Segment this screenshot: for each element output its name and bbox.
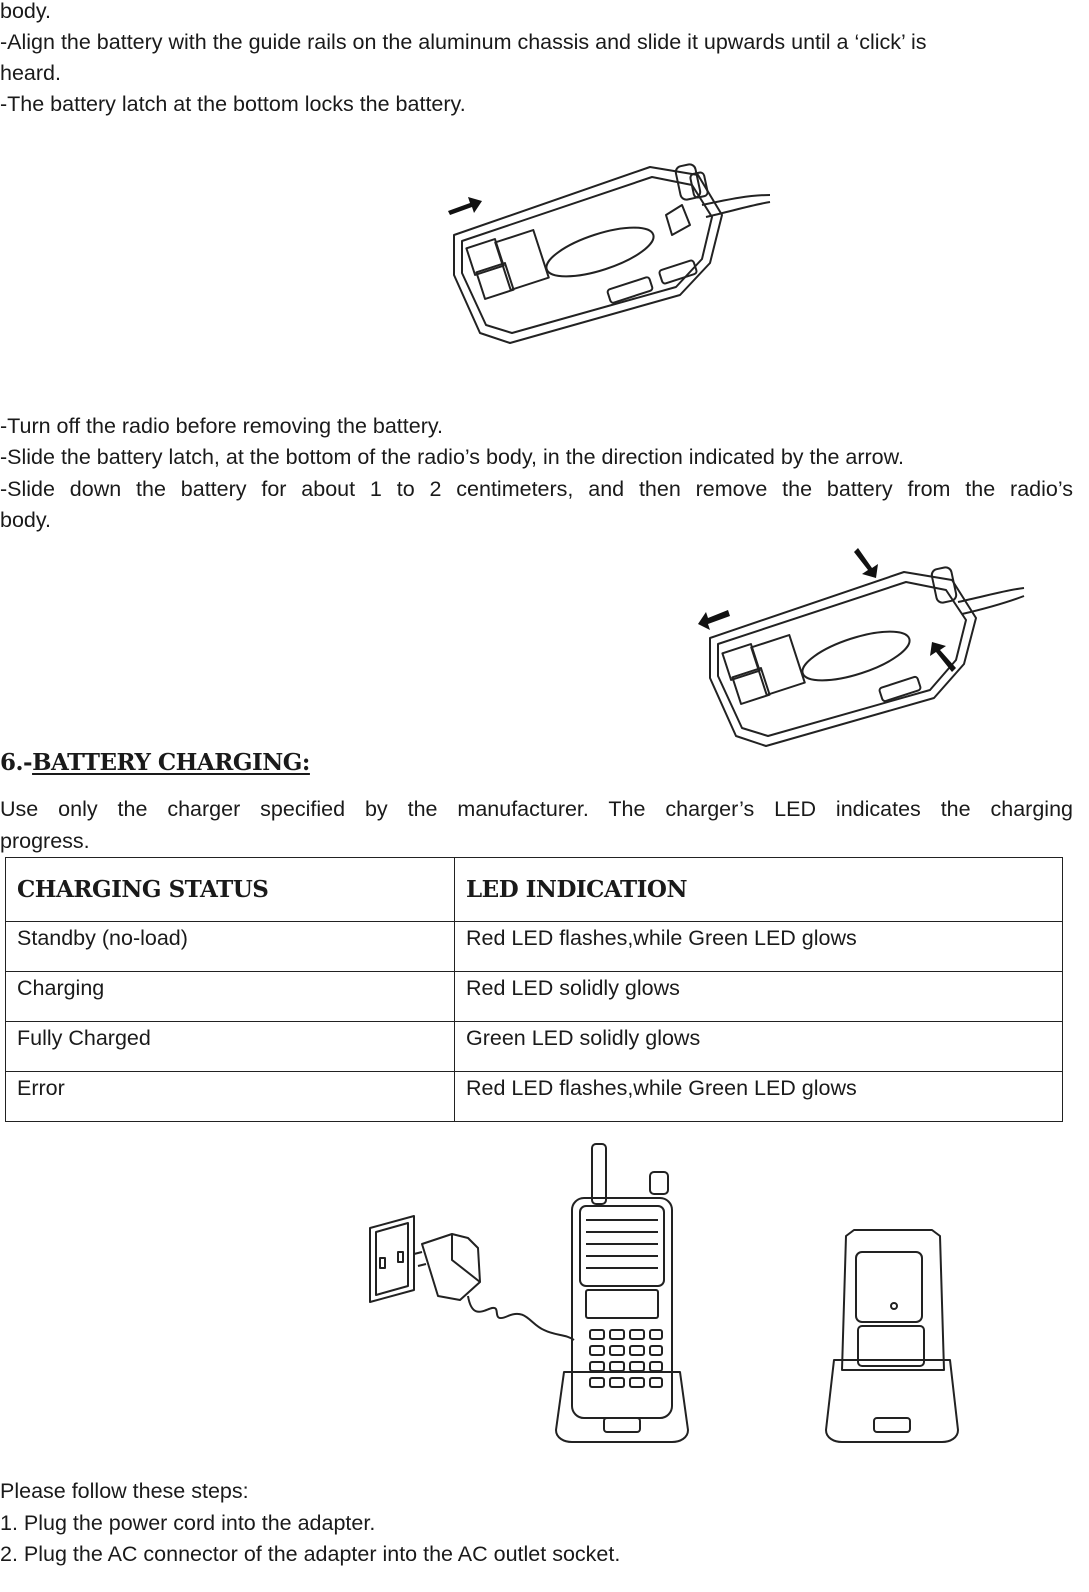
table-cell: Error — [6, 1072, 455, 1122]
install-line-0: body. — [0, 0, 51, 23]
table-header-row — [6, 858, 1063, 922]
section-intro-line-2: progress. — [0, 829, 90, 853]
removal-line-1: -Turn off the radio before removing the battery. — [0, 414, 443, 438]
table-row — [6, 1022, 1063, 1072]
table-cell: Red LED flashes,while Green LED glows — [455, 1072, 1063, 1122]
charging-status-table — [5, 857, 1063, 1122]
table-cell: Standby (no-load) — [6, 922, 455, 972]
table-cell: Red LED flashes,while Green LED glows — [455, 922, 1063, 972]
steps-intro: Please follow these steps: — [0, 1479, 249, 1503]
table-header-charging-status: CHARGING STATUS — [6, 858, 455, 922]
table-header-led-indication: LED INDICATION — [455, 858, 1063, 922]
table-cell: Green LED solidly glows — [455, 1022, 1063, 1072]
table-row — [6, 922, 1063, 972]
install-line-1: -Align the battery with the guide rails on the aluminum chassis and slide it upwards until a ‘click’ is — [0, 30, 927, 54]
step-item-1: 1. Plug the power cord into the adapter. — [0, 1511, 376, 1535]
battery-removal-illustration — [690, 540, 1030, 750]
removal-line-4: body. — [0, 508, 51, 532]
battery-install-illustration — [440, 155, 780, 350]
removal-line-3: -Slide down the battery for about 1 to 2 centimeters, and then remove the battery from the radio’s — [0, 477, 1073, 501]
section-intro-line-1: Use only the charger specified by the manufacturer. The charger’s LED indicates the charging — [0, 797, 1073, 821]
table-cell: Charging — [6, 972, 455, 1022]
section-number: 6.- — [0, 749, 33, 776]
step-item-2: 2. Plug the AC connector of the adapter into the AC outlet socket. — [0, 1542, 621, 1566]
table-cell: Red LED solidly glows — [455, 972, 1063, 1022]
charger-setup-illustration — [360, 1140, 970, 1445]
removal-line-2: -Slide the battery latch, at the bottom of the radio’s body, in the direction indicated by the arrow. — [0, 445, 904, 469]
table-cell: Fully Charged — [6, 1022, 455, 1072]
install-line-2: heard. — [0, 61, 61, 85]
table-row — [6, 1072, 1063, 1122]
table-row — [6, 972, 1063, 1022]
section-heading — [0, 746, 310, 780]
section-title: BATTERY CHARGING: — [32, 749, 310, 776]
install-line-3: -The battery latch at the bottom locks the battery. — [0, 92, 466, 116]
